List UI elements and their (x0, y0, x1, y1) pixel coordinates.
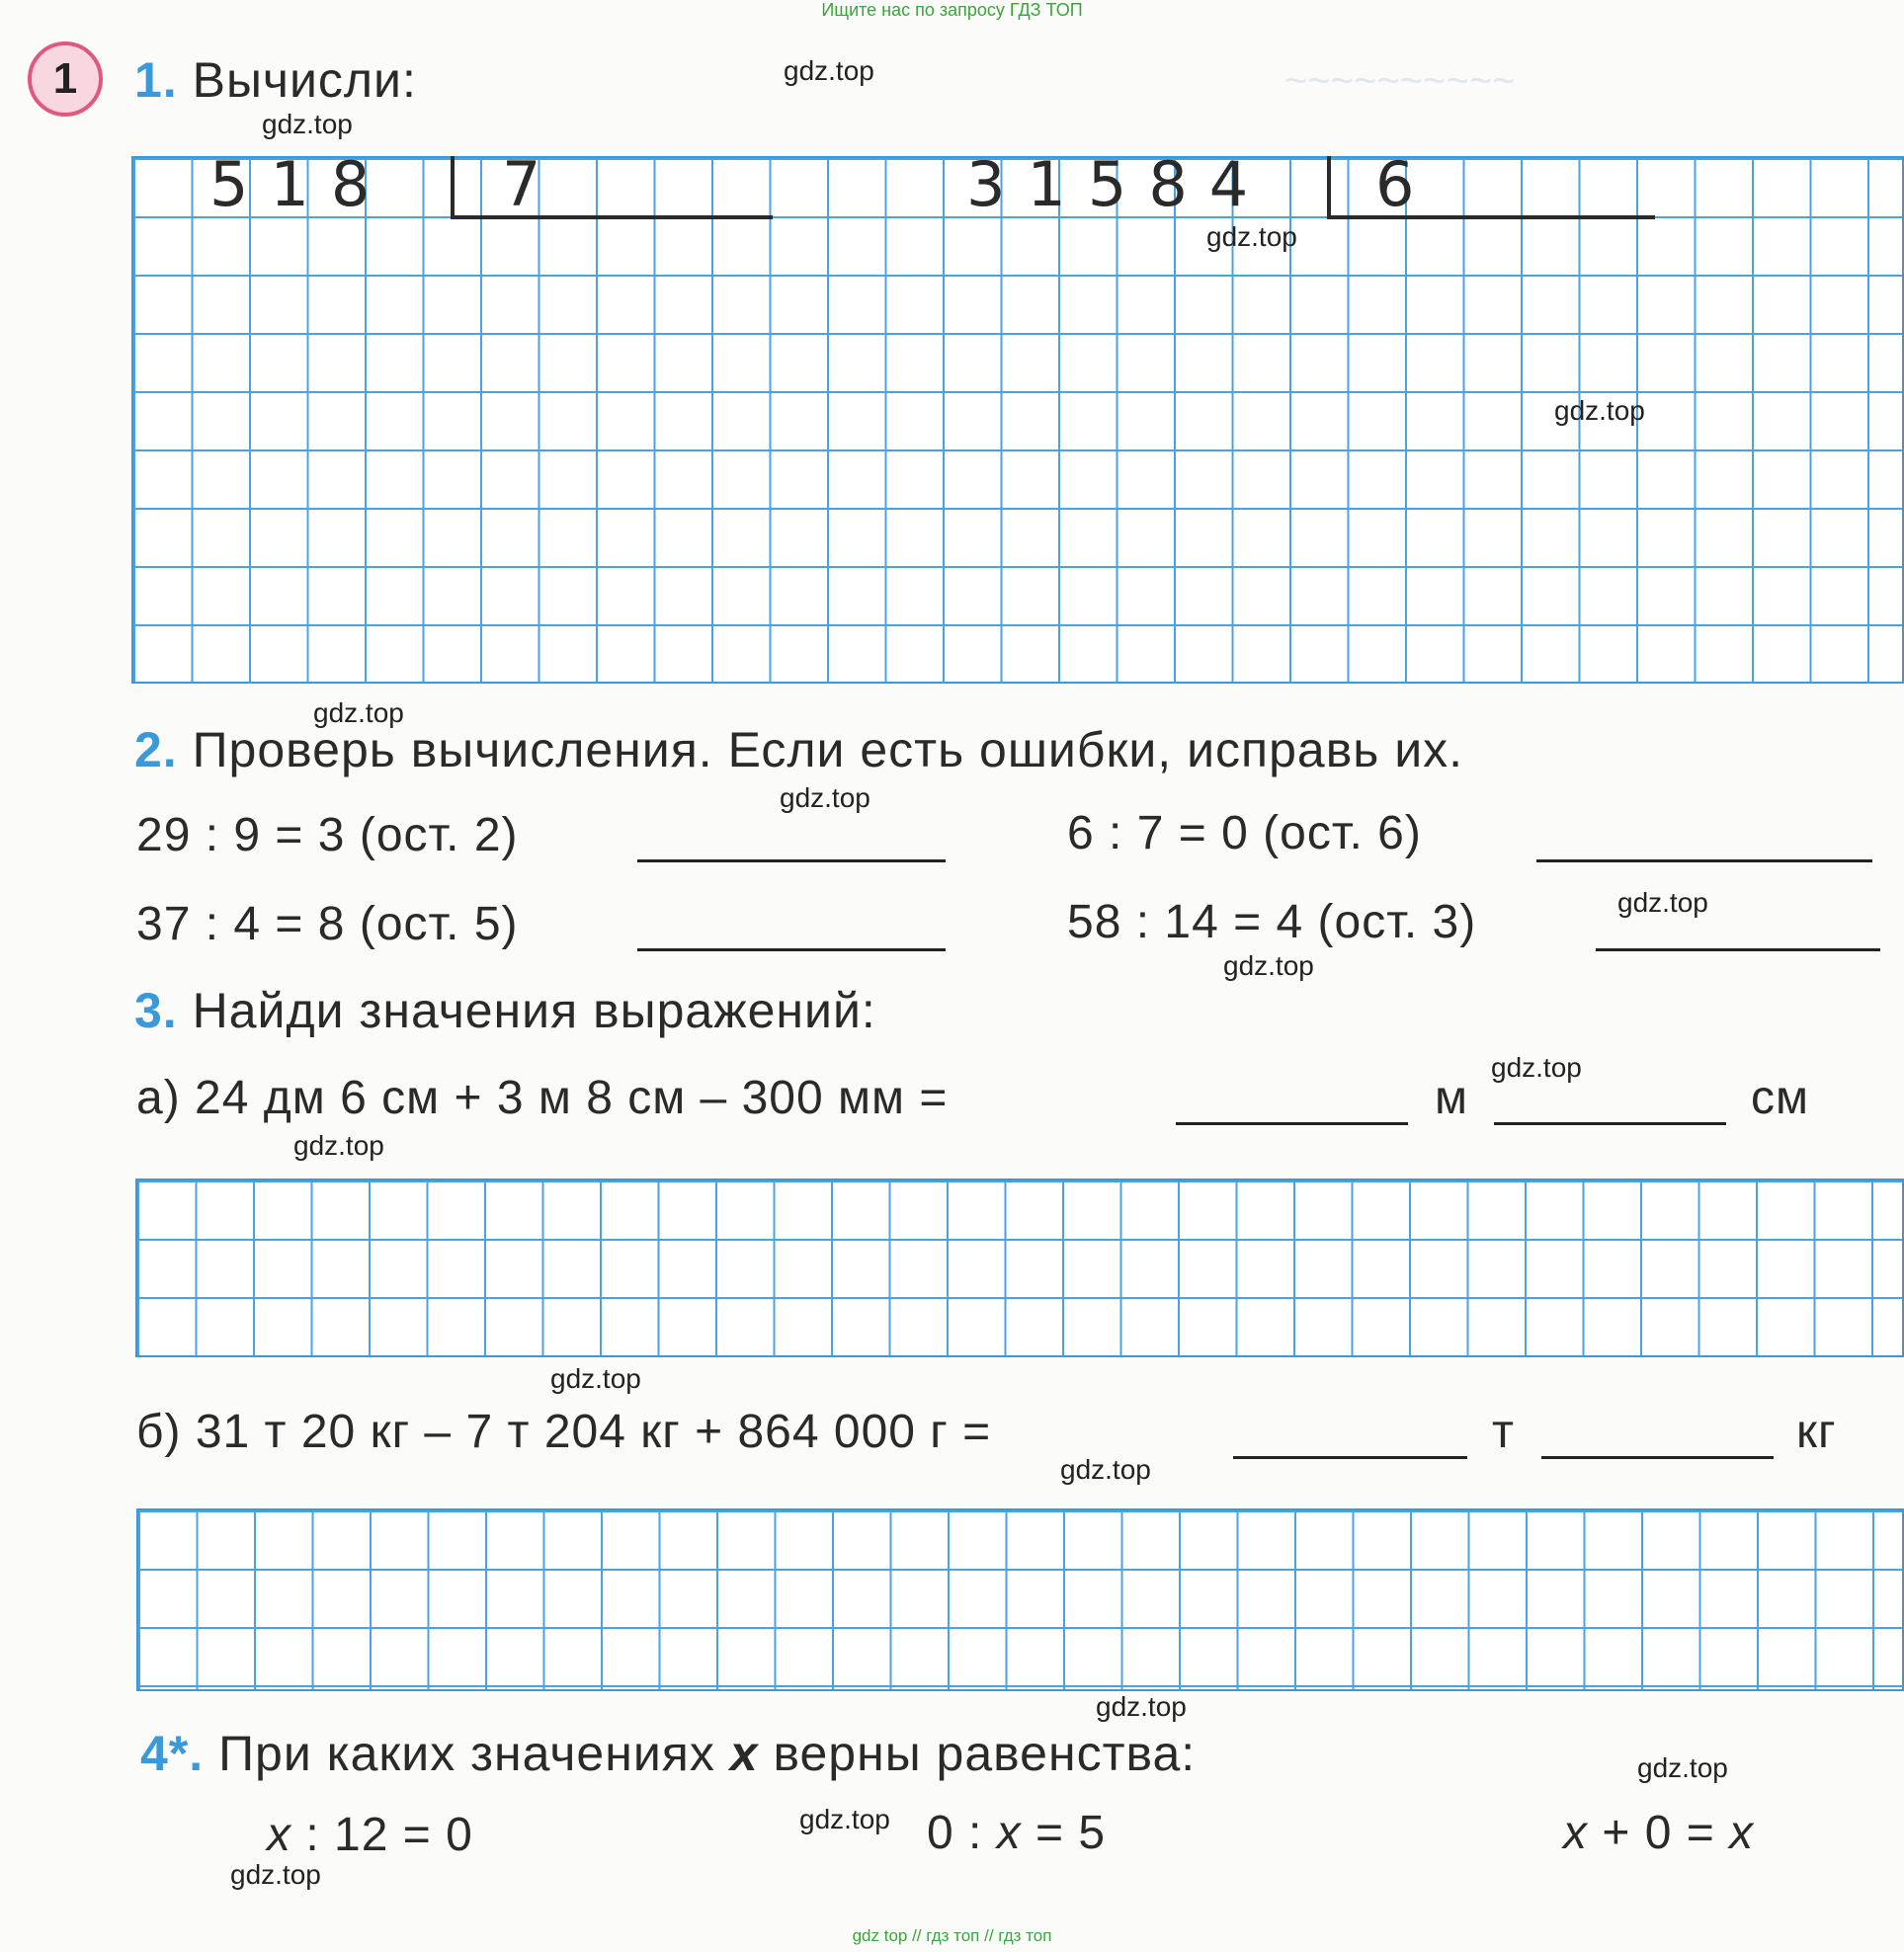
task1-number: 1. (134, 52, 178, 108)
task2-item-4: 58 : 14 = 4 (ост. 3) (1067, 896, 1477, 948)
task3-b-grid[interactable] (136, 1508, 1904, 1691)
task2-title: Проверь вычисления. Если есть ошибки, исправь их. (192, 722, 1464, 777)
task3-b-unit1: т (1492, 1406, 1515, 1458)
watermark: gdz.top (784, 55, 874, 86)
task3-b-answer-kg[interactable] (1541, 1448, 1774, 1459)
task2-heading (134, 721, 1463, 778)
watermark: gdz.top (780, 782, 870, 813)
task3-title: Найди значения выражений: (192, 983, 876, 1038)
task4-number: 4*. (140, 1726, 205, 1781)
watermark: gdz.top (1223, 950, 1314, 981)
task2-item-1: 29 : 9 = 3 (ост. 2) (136, 809, 519, 861)
task1-title: Вычисли: (192, 52, 417, 108)
watermark: gdz.top (293, 1130, 384, 1161)
division2-dividend: 31584 (966, 148, 1271, 220)
task3-number: 3. (134, 983, 178, 1038)
task3-a-answer-cm[interactable] (1494, 1114, 1726, 1125)
watermark: gdz.top (1554, 395, 1645, 426)
bottom-banner[interactable]: gdz top // гдз топ // гдз топ (852, 1926, 1052, 1945)
watermark: gdz.top (1617, 887, 1708, 918)
task2-answer-3[interactable] (637, 940, 946, 951)
page-number-badge: 1 (28, 41, 103, 117)
watermark: gdz.top (1206, 221, 1297, 252)
watermark: gdz.top (1491, 1052, 1582, 1083)
task4-title-before: При каких значениях (218, 1726, 715, 1781)
task3-a-unit2: см (1751, 1072, 1809, 1124)
watermark: gdz.top (262, 109, 353, 139)
task4-title-after: верны равенства: (773, 1726, 1197, 1781)
task2-answer-1[interactable] (637, 852, 946, 862)
watermark: gdz.top (1637, 1752, 1728, 1783)
task2-answer-4[interactable] (1596, 940, 1880, 951)
bleed-through-text: ~~~~~~~~~~ (1284, 59, 1516, 103)
division1-bracket (451, 156, 773, 219)
task4-variable: x (729, 1726, 759, 1781)
task4-equation-2: 0 : x = 5 (927, 1807, 1107, 1859)
task3-a-grid[interactable] (135, 1179, 1904, 1357)
task4-equation-1: x : 12 = 0 (267, 1809, 473, 1861)
task3-b-unit2: кг (1796, 1406, 1837, 1458)
task2-number: 2. (134, 722, 178, 777)
top-banner[interactable]: Ищите нас по запросу ГДЗ ТОП (821, 0, 1083, 20)
task3-heading (134, 982, 876, 1039)
task3-expression-a: а) 24 дм 6 см + 3 м 8 см – 300 мм = (136, 1072, 949, 1124)
task4-heading (140, 1725, 1196, 1782)
task4-equation-3: x + 0 = x (1563, 1807, 1755, 1859)
watermark: gdz.top (230, 1859, 321, 1890)
division1-divisor: 7 (502, 148, 563, 220)
task2-answer-2[interactable] (1536, 852, 1872, 862)
task3-expression-b: б) 31 т 20 кг – 7 т 204 кг + 864 000 г = (136, 1406, 992, 1458)
task2-item-2: 6 : 7 = 0 (ост. 6) (1067, 807, 1422, 859)
task3-a-unit1: м (1435, 1072, 1468, 1124)
division1-dividend: 518 (209, 148, 392, 220)
division2-divisor: 6 (1375, 148, 1437, 220)
task3-b-answer-t[interactable] (1233, 1448, 1467, 1459)
watermark: gdz.top (1096, 1691, 1187, 1722)
task3-a-answer-m[interactable] (1176, 1114, 1408, 1125)
task1-heading (134, 51, 417, 109)
watermark: gdz.top (550, 1363, 641, 1394)
task2-item-3: 37 : 4 = 8 (ост. 5) (136, 898, 519, 950)
watermark: gdz.top (1060, 1454, 1151, 1485)
watermark: gdz.top (313, 697, 404, 728)
watermark: gdz.top (799, 1804, 890, 1834)
